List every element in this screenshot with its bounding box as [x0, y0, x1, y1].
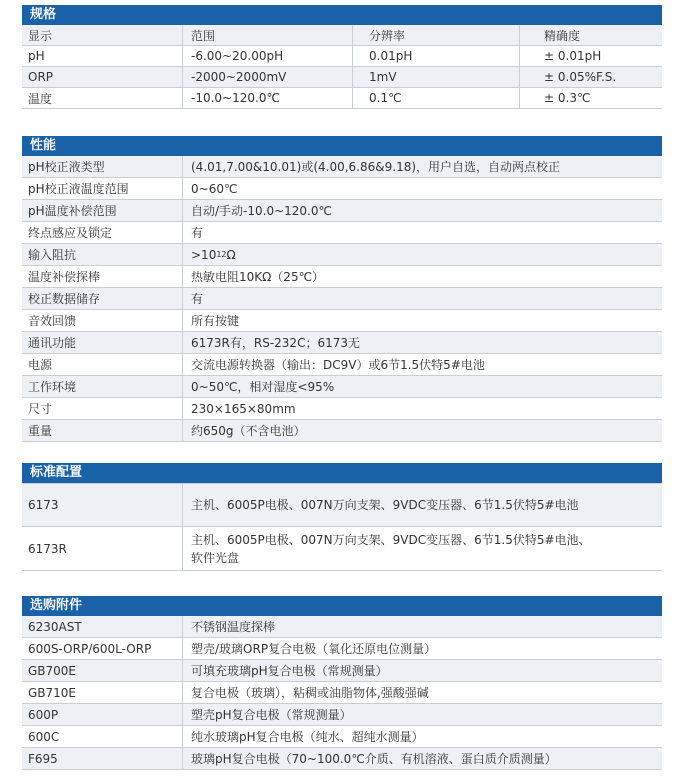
accessory-description: 不锈钢温度探棒: [182, 616, 662, 637]
accessories-header: 选购附件: [22, 596, 662, 616]
table-row: [22, 200, 662, 222]
table-row: [22, 748, 662, 770]
col-header-range: 范围: [182, 25, 352, 45]
standard-header: 标准配置: [22, 463, 662, 483]
performance-key: 音效回馈: [28, 314, 77, 328]
performance-key: 电源: [28, 358, 53, 372]
table-row: [22, 660, 662, 682]
table-row: [22, 638, 662, 660]
accessories-section: [22, 596, 662, 770]
performance-key: 终点感应及锁定: [28, 226, 113, 240]
standard-contents: [182, 527, 662, 570]
standard-model: 6173R: [28, 541, 67, 556]
performance-value: [182, 244, 662, 265]
performance-value: 有: [182, 222, 662, 243]
spec-accuracy: ± 0.05%F.S.: [519, 67, 662, 87]
spec-resolution: 0.01pH: [352, 46, 519, 66]
performance-key: pH校正液类型: [28, 160, 105, 174]
spec-range: -6.00~20.00pH: [182, 46, 352, 66]
performance-key: 工作环境: [28, 380, 77, 394]
spec-section: [22, 5, 662, 109]
performance-value: 交流电源转换器（输出：DC9V）或6节1.5伏特5#电池: [182, 354, 662, 375]
col-header-accuracy: 精确度: [519, 25, 662, 45]
standard-contents-line2: 软件光盘: [191, 550, 240, 565]
performance-value: 热敏电阻10KΩ（25℃）: [182, 266, 662, 287]
performance-header: 性能: [22, 136, 662, 156]
standard-section: [22, 463, 662, 571]
table-row: [22, 726, 662, 748]
spec-display: ORP: [28, 70, 54, 84]
accessory-model: GB710E: [28, 685, 77, 700]
table-row: [22, 354, 662, 376]
table-row: [22, 244, 662, 266]
table-row: [22, 178, 662, 200]
accessory-description: 塑壳/玻璃ORP复合电极（氧化还原电位测量）: [182, 638, 662, 659]
table-row: [22, 420, 662, 442]
table-row: [22, 527, 662, 571]
accessory-model: F695: [28, 751, 58, 766]
col-header-resolution: 分辨率: [352, 25, 519, 45]
spec-range: -2000~2000mV: [182, 67, 352, 87]
performance-section: [22, 136, 662, 442]
performance-value: 约650g（不含电池）: [182, 420, 662, 441]
table-row: [22, 704, 662, 726]
accessory-description: 玻璃pH复合电极（70~100.0℃介质、有机溶液、蛋白质介质测量）: [182, 748, 662, 769]
standard-model: 6173: [28, 498, 59, 512]
spec-display: 温度: [28, 91, 53, 106]
standard-contents-line1: 主机、6005P电极、007N万向支架、9VDC变压器、6节1.5伏特5#电池、: [191, 532, 591, 547]
accessory-description: 纯水玻璃pH复合电极（纯水、超纯水测量）: [182, 726, 662, 747]
performance-value: 0~50℃，相对湿度<95%: [182, 376, 662, 397]
table-row: [22, 682, 662, 704]
spec-accuracy: ± 0.3℃: [519, 88, 662, 108]
performance-value: 6173R有，RS-232C；6173无: [182, 332, 662, 353]
accessory-model: 6230AST: [28, 619, 82, 634]
spec-header: 规格: [22, 5, 662, 25]
spec-accuracy: ± 0.01pH: [519, 46, 662, 66]
performance-key: 通讯功能: [28, 336, 77, 350]
accessory-model: 600C: [28, 729, 60, 744]
accessory-model: 600S-ORP/600L-ORP: [28, 641, 152, 656]
impedance-unit: Ω: [226, 247, 236, 262]
spec-resolution: 1mV: [352, 67, 519, 87]
table-row: [22, 46, 662, 67]
standard-contents-line1: 主机、6005P电极、007N万向支架、9VDC变压器、6节1.5伏特5#电池: [191, 498, 579, 512]
spec-resolution: 0.1℃: [352, 88, 519, 108]
performance-value: (4.01,7.00&10.01)或(4.00,6.86&9.18)，用户自选，自动两点校正: [182, 156, 662, 177]
accessory-model: 600P: [28, 707, 59, 722]
performance-key: pH温度补偿范围: [28, 204, 117, 218]
performance-value: 230×165×80mm: [182, 398, 662, 419]
accessory-description: 塑壳pH复合电极（常规测量）: [182, 704, 662, 725]
impedance-exponent: 12: [216, 250, 227, 259]
performance-value: 有: [182, 288, 662, 309]
table-row: [22, 398, 662, 420]
table-row: [22, 288, 662, 310]
table-row: [22, 310, 662, 332]
spec-column-headers: [22, 25, 662, 46]
performance-value: 自动/手动-10.0~120.0℃: [182, 200, 662, 221]
performance-key: 输入阻抗: [28, 248, 77, 262]
col-header-display: 显示: [28, 28, 53, 43]
table-row: [22, 483, 662, 527]
performance-key: 尺寸: [28, 402, 53, 416]
table-row: [22, 616, 662, 638]
performance-key: 重量: [28, 424, 53, 438]
spec-range: -10.0~120.0℃: [182, 88, 352, 108]
performance-value: 0~60℃: [182, 178, 662, 199]
table-row: [22, 222, 662, 244]
performance-key: pH校正液温度范围: [28, 182, 129, 196]
table-row: [22, 332, 662, 354]
table-row: [22, 88, 662, 109]
accessory-description: 可填充玻璃pH复合电极（常规测量）: [182, 660, 662, 681]
performance-key: 温度补偿探棒: [28, 270, 101, 284]
performance-value: 所有按键: [182, 310, 662, 331]
table-row: [22, 67, 662, 88]
impedance-value: >10: [191, 247, 217, 262]
accessory-model: GB700E: [28, 663, 77, 678]
spec-display: pH: [28, 49, 45, 63]
table-row: [22, 266, 662, 288]
table-row: [22, 156, 662, 178]
standard-contents: [182, 484, 662, 526]
performance-key: 校正数据储存: [28, 292, 101, 306]
table-row: [22, 376, 662, 398]
accessory-description: 复合电极（玻璃），粘稠或油脂物体,强酸强碱: [182, 682, 662, 703]
